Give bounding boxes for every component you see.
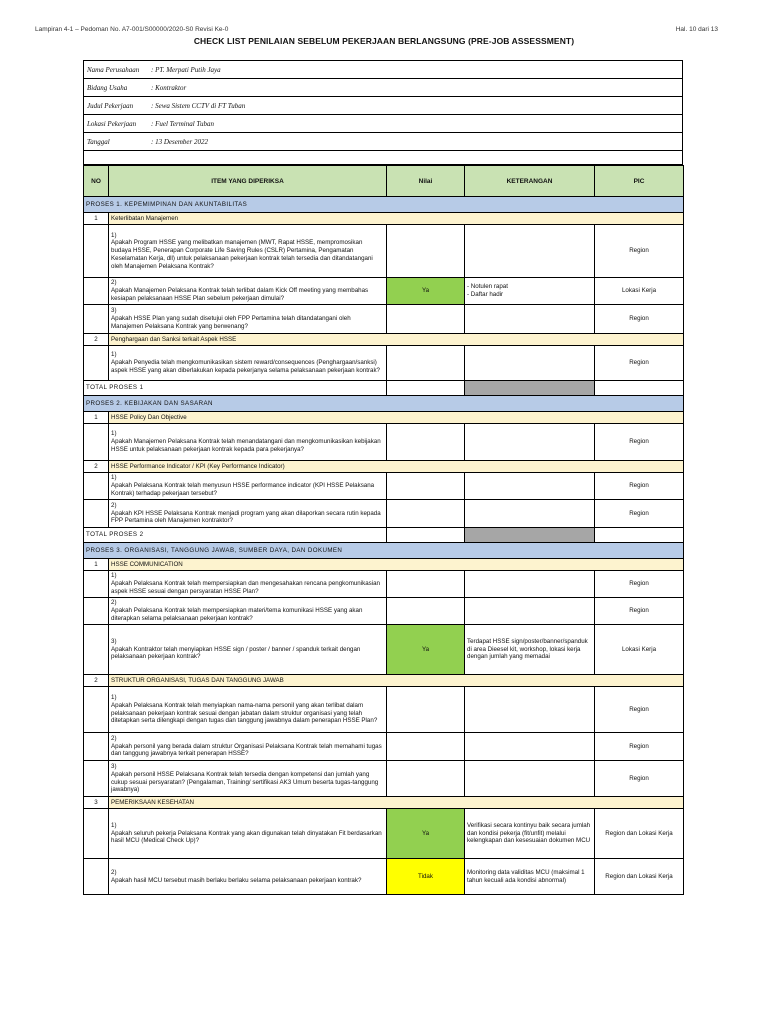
company-info-table (83, 60, 683, 165)
question-row (84, 305, 684, 334)
total-proses-2: TOTAL PROSES 2 (84, 528, 387, 543)
section-label: HSSE Performance Indicator / KPI (Key Performance Indicator) (109, 461, 684, 473)
section-number: 2 (84, 675, 109, 687)
col-keterangan-header: KETERANGAN (465, 166, 595, 197)
proses-3-title: PROSES 3. ORGANISASI, TANGGUNG JAWAB, SUMBER DAYA, DAN DOKUMEN (84, 543, 684, 559)
nilai-cell[interactable] (387, 473, 465, 500)
section-label: Penghargaan dan Sanksi terkait Aspek HSSE (109, 334, 684, 346)
checklist-form (83, 60, 683, 980)
question-number: 1) (111, 474, 117, 482)
pic-cell: Region (595, 424, 684, 461)
pic-cell: Region (595, 305, 684, 334)
question-text (109, 733, 387, 761)
question-text (109, 598, 387, 625)
proses-1-title: PROSES 1. KEPEMIMPINAN DAN AKUNTABILITAS (84, 197, 684, 213)
pic-cell: Region (595, 733, 684, 761)
question-text (109, 571, 387, 598)
question-body: Apakah personil yang berada dalam struktur Organisasi Pelaksana Kontrak telah memahami tugas dan tanggung jawabnya terkait penerapan HSSE? (111, 742, 382, 758)
total-grey-cell (465, 528, 595, 543)
nilai-cell[interactable]: Ya (387, 278, 465, 305)
question-text (109, 687, 387, 733)
question-text (109, 859, 387, 895)
keterangan-cell[interactable] (465, 598, 595, 625)
job-title-label: Judul Pekerjaan (87, 101, 134, 110)
question-number: 2) (111, 599, 117, 607)
pic-cell: Lokasi Kerja (595, 625, 684, 675)
section-number: 1 (84, 412, 109, 424)
section-number: 2 (84, 334, 109, 346)
question-body: Apakah Kontraktor telah menyiapkan HSSE sign / poster / banner / spanduk terkait dengan pelaksanaan pekerjaan kontrak? (111, 645, 361, 661)
company-name-row (84, 61, 683, 79)
blank-row (84, 151, 683, 165)
pic-cell: Region dan Lokasi Kerja (595, 859, 684, 895)
question-number: 1) (111, 821, 117, 829)
question-text (109, 761, 387, 797)
question-body: Apakah Pelaksana Kontrak telah mempersiapkan dan mengesahakan rencana pengkomunikasian aspek HSSE sesuai dengan persyaratan HSSE Plan? (111, 580, 380, 595)
total-nilai-cell (387, 528, 465, 543)
job-location-label: Lokasi Pekerjaan (87, 119, 137, 128)
question-text (109, 346, 387, 381)
question-row (84, 424, 684, 461)
question-number: 2) (111, 279, 117, 287)
proses-2-title: PROSES 2. KEBIJAKAN DAN SASARAN (84, 396, 684, 412)
question-body: Apakah Manajemen Pelaksana Kontrak telah menandatangani dan mengkomunikasikan kebijakan HSSE untuk pelaksanaan pekerjaan kontrak kepada para pekerjanya? (111, 438, 381, 453)
col-item-header: ITEM YANG DIPERIKSA (109, 166, 387, 197)
question-body: Apakah Pelaksana Kontrak telah menyusun HSSE performance indicator (KPI HSSE Pelaksana Kontrak) terhadap pekerjaan tersebut? (111, 482, 375, 497)
question-body: Apakah HSSE Plan yang sudah disetujui oleh FPP Pertamina telah ditandatangani oleh Manajemen Pelaksana Kontrak yang berwenang? (111, 315, 351, 330)
question-body: Apakah KPI HSSE Pelaksana Kontrak menjadi program yang akan dilaporkan secara rutin kepada FPP Pertamina oleh Manajemen kontraktor? (111, 509, 381, 525)
question-row (84, 625, 684, 675)
question-number: 3) (111, 637, 117, 645)
question-row (84, 859, 684, 895)
keterangan-cell[interactable] (465, 346, 595, 381)
total-pic-cell (595, 528, 684, 543)
question-number: 2) (111, 734, 117, 742)
column-header-row (84, 166, 684, 197)
job-location-value[interactable]: : Fuel Terminal Tuban (151, 119, 214, 128)
question-number: 1) (111, 231, 117, 239)
keterangan-cell[interactable]: Verifikasi secara kontinyu baik secara jumlah dan kondisi pekerja (fit/unfit) melalui kelengkapan dan kesesuaian dokumen MCU (465, 809, 595, 859)
nilai-cell[interactable] (387, 687, 465, 733)
question-text (109, 809, 387, 859)
question-row (84, 598, 684, 625)
question-text (109, 305, 387, 334)
question-body: Apakah Pelaksana Kontrak telah menyiapkan nama-nama personil yang akan terlibat dalam pelaksanaan pekerjaan kontrak sesuai dengan jabatan dalam struktur organisasi yang telah ditetapkan serta dilengkapi dengan tugas dan tanggung jawabnya dalam penerapan HSSE Plan? (111, 701, 378, 725)
document-reference: Lampiran 4-1 – Pedoman No. A7-001/S00000/2020-S0 Revisi Ke-0 (35, 26, 229, 33)
nilai-cell[interactable] (387, 225, 465, 278)
date-value[interactable]: : 13 Desember 2022 (151, 137, 208, 146)
col-no-header: NO (84, 166, 109, 197)
checklist-table (83, 165, 684, 895)
section-label: HSSE COMMUNICATION (109, 559, 684, 571)
nilai-cell[interactable] (387, 733, 465, 761)
question-text (109, 424, 387, 461)
nilai-cell[interactable] (387, 500, 465, 528)
document-title: CHECK LIST PENILAIAN SEBELUM PEKERJAAN BERLANGSUNG (PRE-JOB ASSESSMENT) (193, 36, 575, 46)
question-row (84, 225, 684, 278)
keterangan-cell[interactable] (465, 225, 595, 278)
total-grey-cell (465, 381, 595, 396)
section-label: Keterlibatan Manajemen (109, 213, 684, 225)
keterangan-cell[interactable] (465, 500, 595, 528)
nilai-cell[interactable] (387, 305, 465, 334)
pic-cell: Region dan Lokasi Kerja (595, 809, 684, 859)
col-nilai-header: Nilai (387, 166, 465, 197)
col-pic-header: PIC (595, 166, 684, 197)
company-name-label: Nama Perusahaan (87, 65, 140, 74)
section-label: STRUKTUR ORGANISASI, TUGAS DAN TANGGUNG JAWAB (109, 675, 684, 687)
question-body: Apakah Manajemen Pelaksana Kontrak telah terlibat dalam Kick Off meeting yang membahas kesiapan pelaksanaan HSSE Plan sebelum pekerjaan dimulai? (111, 287, 369, 302)
question-number: 3) (111, 307, 117, 315)
company-name-value[interactable]: : PT. Merpati Putih Jaya (151, 65, 221, 74)
section-number: 1 (84, 559, 109, 571)
question-text (109, 278, 387, 305)
job-title-value[interactable]: : Sewa Sistem CCTV di FT Tuban (151, 101, 246, 110)
pic-cell: Region (595, 473, 684, 500)
question-row (84, 809, 684, 859)
pic-cell: Region (595, 761, 684, 797)
nilai-cell[interactable] (387, 761, 465, 797)
pic-cell: Region (595, 687, 684, 733)
total-nilai-cell (387, 381, 465, 396)
pic-cell: Region (595, 225, 684, 278)
keterangan-cell[interactable] (465, 473, 595, 500)
question-text (109, 225, 387, 278)
keterangan-cell[interactable] (465, 571, 595, 598)
nilai-cell[interactable] (387, 346, 465, 381)
question-row (84, 571, 684, 598)
question-number: 1) (111, 351, 117, 359)
job-title-row (84, 97, 683, 115)
business-field-label: Bidang Usaha (87, 83, 128, 92)
pic-cell: Region (595, 571, 684, 598)
total-proses-1: TOTAL PROSES 1 (84, 381, 387, 396)
page-number: Hal. 10 dari 13 (675, 26, 718, 33)
question-row (84, 733, 684, 761)
keterangan-cell[interactable]: Monitoring data validitas MCU (maksimal 1 tahun kecuali ada kondisi abnormal) (465, 859, 595, 895)
question-number: 1) (111, 694, 117, 701)
keterangan-cell[interactable] (465, 761, 595, 797)
question-body: Apakah Program HSSE yang melibatkan manajemen (MWT, Rapat HSSE, mempromosikan budaya HSSE, Penerapan Corporate Life Saving Rules (CSLR) Pertamina, Pengamatan Keselamatan Kerja, dll) untuk pelaksanaan pekerjaan kontrak telah tersedia dan ditandatangani oleh Manajemen Pelaksana Kontrak? (111, 239, 373, 270)
question-number: 2) (111, 868, 117, 876)
keterangan-cell[interactable] (465, 733, 595, 761)
section-label: HSSE Policy Dan Objective (109, 412, 684, 424)
date-row (84, 133, 683, 151)
nilai-cell[interactable]: Ya (387, 625, 465, 675)
question-row (84, 346, 684, 381)
question-number: 1) (111, 572, 117, 580)
nilai-cell[interactable] (387, 424, 465, 461)
nilai-cell[interactable]: Ya (387, 809, 465, 859)
section-label: PEMERIKSAAN KESEHATAN (109, 797, 684, 809)
keterangan-cell[interactable]: Terdapat HSSE sign/poster/banner/spanduk di area Dieesel kit, workshop, lokasi kerja dengan jumlah yang memadai (465, 625, 595, 675)
question-row (84, 473, 684, 500)
keterangan-line: - Notulen rapat (467, 283, 508, 291)
question-text (109, 473, 387, 500)
question-number: 3) (111, 763, 117, 770)
question-number: 1) (111, 430, 117, 438)
question-body: Apakah hasil MCU tersebut masih berlaku berlaku selama pelaksanaan pekerjaan kontrak? (111, 876, 362, 884)
question-body: Apakah seluruh pekerja Pelaksana Kontrak yang akan digunakan telah dinyatakan Fit berdasarkan hasil MCU (Medical Check Up)? (111, 829, 382, 845)
section-number: 1 (84, 213, 109, 225)
nilai-cell[interactable]: Tidak (387, 859, 465, 895)
question-row (84, 278, 684, 305)
pic-cell: Region (595, 598, 684, 625)
question-number: 2) (111, 501, 117, 509)
date-label: Tanggal (87, 137, 110, 146)
total-pic-cell (595, 381, 684, 396)
question-row (84, 687, 684, 733)
pic-cell: Lokasi Kerja (595, 278, 684, 305)
keterangan-cell[interactable] (465, 278, 595, 305)
question-body: Apakah Pelaksana Kontrak telah mempersiapkan materi/tema komunikasi HSSE yang akan diterapkan selama pelaksanaan pekerjaan kontrak? (111, 607, 363, 622)
business-field-row (84, 79, 683, 97)
keterangan-cell[interactable] (465, 305, 595, 334)
keterangan-cell[interactable] (465, 424, 595, 461)
pic-cell: Region (595, 346, 684, 381)
keterangan-cell[interactable] (465, 687, 595, 733)
question-row (84, 761, 684, 797)
nilai-cell[interactable] (387, 571, 465, 598)
question-text (109, 625, 387, 675)
keterangan-line: - Daftar hadir (467, 291, 504, 298)
business-field-value[interactable]: : Kontraktor (151, 83, 187, 92)
pic-cell: Region (595, 500, 684, 528)
nilai-cell[interactable] (387, 598, 465, 625)
question-body: Apakah Penyedia telah mengkomunikasikan sistem reward/consequences (Penghargaan/sanksi) aspek HSSE yang akan diberlakukan kepada pekerjanya selama pelaksanaan pekerjaan kontrak? (111, 359, 380, 374)
question-text (109, 500, 387, 528)
question-row (84, 500, 684, 528)
question-body: Apakah personil HSSE Pelaksana Kontrak telah tersedia dengan kompetensi dan jumlah yang cukup sesuai persyaratan? (Pengalaman, Training/ sertifikasi AK3 Umum beserta tugas-tanggung jawabnya) (111, 770, 379, 794)
job-location-row (84, 115, 683, 133)
section-number: 2 (84, 461, 109, 473)
section-number: 3 (84, 797, 109, 809)
